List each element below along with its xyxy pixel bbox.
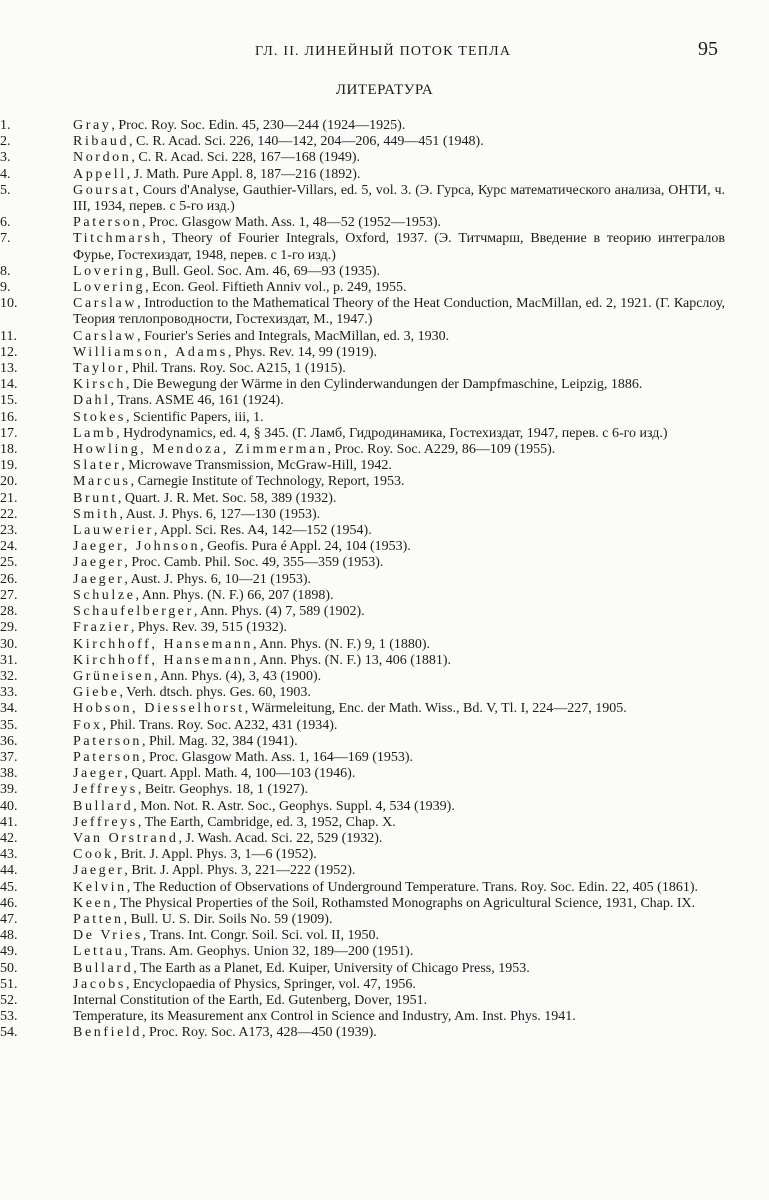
reference-item (0, 458, 769, 474)
reference-author: Howling, Mendoza, Zimmerman (73, 442, 328, 458)
reference-author: Dahl (73, 393, 111, 409)
reference-number: 24. (0, 539, 18, 555)
reference-text: , Bull. Geol. Soc. Am. 46, 69—93 (1935). (145, 263, 381, 279)
reference-author: Lettau (73, 944, 125, 960)
reference-item (0, 993, 769, 1009)
reference-text: , Proc. Roy. Soc. A229, 86—109 (1955). (327, 442, 556, 458)
reference-author: Stokes (73, 409, 126, 425)
reference-number: 17. (0, 425, 18, 441)
reference-text: , Quart. Appl. Math. 4, 100—103 (1946). (124, 766, 356, 782)
reference-text: , Beitr. Geophys. 18, 1 (1927). (137, 782, 309, 798)
reference-author: De Vries (73, 928, 143, 944)
reference-author: Taylor (73, 361, 125, 377)
reference-text: , Encyclopaedia of Physics, Springer, vol. 47, 1956. (125, 976, 416, 992)
reference-number: 37. (0, 749, 18, 765)
reference-number: 16. (0, 409, 18, 425)
reference-item (0, 685, 769, 701)
reference-item (0, 944, 769, 960)
reference-number: 29. (0, 620, 18, 636)
reference-text: , Phil. Trans. Roy. Soc. A215, 1 (1915). (124, 361, 346, 377)
reference-number: 19. (0, 458, 18, 474)
reference-item (0, 167, 769, 183)
reference-text: , Proc. Roy. Soc. A173, 428—450 (1939). (142, 1025, 377, 1041)
reference-number: 28. (0, 604, 18, 620)
reference-text: , Theory of Fourier Integrals, Oxford, 1937. (Э. Титчмарш, Введение в теорию интегралов Фурье, Гостехиздат, 1948, перев. с 1-го изд.) (73, 231, 725, 263)
reference-text: , Aust. J. Phys. 6, 127—130 (1953). (119, 506, 321, 522)
reference-item (0, 474, 769, 490)
reference-item (0, 393, 769, 409)
reference-number: 26. (0, 571, 18, 587)
reference-text: , The Physical Properties of the Soil, Rothamsted Monographs on Agricultural Science, 1931, Chap. IX. (112, 895, 696, 911)
reference-item (0, 1009, 769, 1025)
reference-number: 34. (0, 701, 18, 717)
reference-text: , Aust. J. Phys. 6, 10—21 (1953). (124, 571, 312, 587)
reference-item (0, 329, 769, 345)
reference-text: , Cours d'Analyse, Gauthier-Villars, ed. 5, vol. 3. (Э. Гурса, Курс математического анализа, ОНТИ, ч. III, 1934, перев. с 5-го изд.) (73, 182, 725, 215)
reference-text: , Phys. Rev. 39, 515 (1932). (130, 620, 288, 636)
reference-item (0, 183, 769, 215)
reference-number: 31. (0, 652, 18, 668)
reference-text: , C. R. Acad. Sci. 226, 140—142, 204—206, 449—451 (1948). (129, 134, 484, 150)
reference-text: , Fourier's Series and Integrals, MacMillan, ed. 3, 1930. (137, 328, 450, 344)
reference-number: 11. (0, 328, 17, 344)
reference-author: Ribaud (73, 134, 130, 150)
reference-number: 6. (0, 215, 11, 231)
reference-number: 40. (0, 798, 18, 814)
reference-text: , Proc. Roy. Soc. Edin. 45, 230—244 (1924—1925). (111, 118, 406, 133)
reference-item (0, 977, 769, 993)
reference-item (0, 264, 769, 280)
reference-text: , J. Math. Pure Appl. 8, 187—216 (1892). (126, 166, 361, 182)
reference-text: , Die Bewegung der Wärme in den Cylinderwandungen der Dampfmaschine, Leipzig, 1886. (125, 377, 643, 393)
reference-text: , Trans. Am. Geophys. Union 32, 189—200 (1951). (124, 944, 414, 960)
reference-item (0, 815, 769, 831)
reference-author: Goursat (73, 182, 136, 198)
reference-number: 33. (0, 685, 18, 701)
reference-text: , Introduction to the Mathematical Theory of the Heat Conduction, MacMillan, ed. 2, 1921. (Г. Карслоу, Теория теплопроводности, Гостехиздат, М., 1947.) (73, 296, 725, 328)
reference-author: Van Orstrand (73, 830, 179, 846)
reference-number: 7. (0, 231, 11, 247)
reference-text: , Quart. J. R. Met. Soc. 58, 389 (1932). (117, 490, 337, 506)
reference-number: 18. (0, 442, 18, 458)
reference-item (0, 215, 769, 231)
reference-author: Bullard (73, 960, 134, 976)
reference-number: 39. (0, 782, 18, 798)
reference-author: Lauwerier (73, 523, 154, 539)
reference-text: , The Earth as a Planet, Ed. Kuiper, University of Chicago Press, 1953. (133, 960, 530, 976)
reference-text: , C. R. Acad. Sci. 228, 167—168 (1949). (131, 150, 361, 166)
reference-number: 46. (0, 895, 18, 911)
reference-author: Paterson (73, 733, 143, 749)
reference-number: 10. (0, 296, 18, 312)
reference-number: 42. (0, 830, 18, 846)
reference-author: Kirchhoff, Hansemann (73, 652, 254, 668)
reference-item (0, 507, 769, 523)
reference-item (0, 150, 769, 166)
reference-item (0, 961, 769, 977)
reference-author: Williamson, Adams (73, 344, 228, 360)
reference-text: , Bull. U. S. Dir. Soils No. 59 (1909). (123, 911, 333, 927)
reference-item (0, 831, 769, 847)
reference-item (0, 377, 769, 393)
reference-item (0, 604, 769, 620)
reference-item (0, 912, 769, 928)
reference-number: 14. (0, 377, 18, 393)
reference-author: Paterson (73, 215, 143, 231)
reference-item (0, 361, 769, 377)
reference-number: 47. (0, 911, 18, 927)
reference-text: , Econ. Geol. Fiftieth Anniv vol., p. 249, 1955. (145, 280, 407, 296)
reference-text: , Proc. Glasgow Math. Ass. 1, 48—52 (1952—1953). (142, 215, 442, 231)
reference-author: Jaeger (73, 766, 125, 782)
reference-item (0, 572, 769, 588)
reference-author: Lamb (73, 425, 117, 441)
reference-number: 12. (0, 344, 18, 360)
reference-number: 30. (0, 636, 18, 652)
reference-item (0, 847, 769, 863)
reference-number: 25. (0, 555, 18, 571)
reference-author: Schaufelberger (73, 604, 194, 620)
reference-item (0, 750, 769, 766)
reference-item (0, 523, 769, 539)
reference-text: , Scientific Papers, iii, 1. (125, 409, 264, 425)
reference-number: 8. (0, 263, 11, 279)
reference-author: Keen (73, 895, 113, 911)
reference-number: 2. (0, 134, 11, 150)
reference-author: Fox (73, 717, 103, 733)
reference-number: 35. (0, 717, 18, 733)
reference-author: Grüneisen (73, 668, 154, 684)
section-title: ЛИТЕРАТУРА (335, 82, 434, 98)
reference-author: Cook (73, 847, 114, 863)
reference-item (0, 134, 769, 150)
reference-author: Jeffreys (73, 814, 138, 830)
reference-number: 54. (0, 1025, 18, 1041)
reference-number: 27. (0, 587, 18, 603)
reference-author: Gray (73, 118, 112, 133)
reference-item (0, 426, 769, 442)
reference-text: , Geofis. Pura é Appl. 24, 104 (1953). (200, 539, 411, 555)
page-number: 95 (698, 38, 718, 60)
reference-number: 44. (0, 863, 18, 879)
reference-author: Benfield (73, 1025, 143, 1041)
reference-number: 13. (0, 361, 18, 377)
reference-number: 43. (0, 847, 18, 863)
reference-item (0, 782, 769, 798)
reference-number: 41. (0, 814, 18, 830)
reference-item (0, 928, 769, 944)
reference-author: Jaeger (73, 863, 125, 879)
reference-author: Carslaw (73, 328, 138, 344)
reference-author: Titchmarsh (73, 231, 163, 247)
reference-text: , Ann. Phys. (4) 7, 589 (1902). (193, 604, 365, 620)
reference-item (0, 296, 769, 328)
reference-author: Paterson (73, 749, 143, 765)
reference-author: Kirsch (73, 377, 126, 393)
reference-text: , The Reduction of Observations of Underground Temperature. Trans. Roy. Soc. Edin. 22, 405 (1861). (126, 879, 698, 895)
reference-number: 3. (0, 150, 11, 166)
reference-number: 23. (0, 523, 18, 539)
reference-item (0, 588, 769, 604)
reference-number: 15. (0, 393, 18, 409)
reference-text: , Ann. Phys. (4), 3, 43 (1900). (153, 668, 322, 684)
reference-author: Appell (73, 166, 127, 182)
reference-text: , Appl. Sci. Res. A4, 142—152 (1954). (153, 523, 372, 539)
reference-item (0, 231, 769, 263)
reference-number: 21. (0, 490, 18, 506)
reference-item (0, 669, 769, 685)
reference-item (0, 555, 769, 571)
reference-number: 32. (0, 668, 18, 684)
reference-author: Lovering (73, 263, 146, 279)
reference-text: , Phil. Mag. 32, 384 (1941). (142, 733, 298, 749)
reference-author: Slater (73, 458, 122, 474)
reference-number: 52. (0, 992, 18, 1008)
reference-text: , Ann. Phys. (N. F.) 13, 406 (1881). (253, 652, 452, 668)
running-title: ГЛ. II. ЛИНЕЙНЫЙ ПОТОК ТЕПЛА (255, 44, 512, 59)
reference-number: 4. (0, 166, 11, 182)
reference-number: 22. (0, 506, 18, 522)
reference-number: 50. (0, 960, 18, 976)
reference-author: Smith (73, 506, 120, 522)
reference-text: , Wärmeleitung, Enc. der Math. Wiss., Bd. V, Tl. I, 224—227, 1905. (244, 701, 627, 717)
reference-item (0, 1025, 769, 1041)
reference-item (0, 734, 769, 750)
reference-item (0, 637, 769, 653)
reference-item (0, 442, 769, 458)
reference-item (0, 718, 769, 734)
reference-author: Kirchhoff, Hansemann (73, 636, 254, 652)
reference-text: , Brit. J. Appl. Phys. 3, 1—6 (1952). (113, 847, 317, 863)
reference-text: , Phys. Rev. 14, 99 (1919). (227, 344, 378, 360)
reference-text: , Phil. Trans. Roy. Soc. A232, 431 (1934). (102, 717, 338, 733)
reference-author: Carslaw (73, 296, 138, 312)
reference-author: Jacobs (73, 976, 126, 992)
reference-number: 36. (0, 733, 18, 749)
reference-text: , Carnegie Institute of Technology, Report, 1953. (130, 474, 405, 490)
reference-item (0, 491, 769, 507)
reference-number: 51. (0, 976, 18, 992)
reference-author: Marcus (73, 474, 131, 490)
reference-text: , Ann. Phys. (N. F.) 9, 1 (1880). (253, 636, 431, 652)
reference-item (0, 118, 769, 134)
reference-number: 1. (0, 118, 11, 133)
reference-item (0, 799, 769, 815)
reference-text: , Hydrodynamics, ed. 4, § 345. (Г. Ламб, Гидродинамика, Гостехиздат, 1947, перев. с 6-го изд.) (116, 425, 668, 441)
reference-item (0, 539, 769, 555)
reference-text: , Proc. Camb. Phil. Soc. 49, 355—359 (1953). (124, 555, 384, 571)
reference-author: Jaeger (73, 571, 125, 587)
reference-author: Kelvin (73, 879, 127, 895)
reference-author: Jeffreys (73, 782, 138, 798)
reference-number: 48. (0, 928, 18, 944)
reference-item (0, 701, 769, 717)
reference-text: , The Earth, Cambridge, ed. 3, 1952, Chap. X. (137, 814, 396, 830)
reference-number: 49. (0, 944, 18, 960)
reference-text: , Mon. Not. R. Astr. Soc., Geophys. Suppl. 4, 534 (1939). (133, 798, 455, 814)
reference-list (0, 118, 769, 1042)
reference-number: 5. (0, 182, 11, 198)
reference-author: Jaeger (73, 555, 125, 571)
reference-text: , Trans. ASME 46, 161 (1924). (110, 393, 284, 409)
reference-item (0, 620, 769, 636)
reference-author: Bullard (73, 798, 134, 814)
reference-item (0, 766, 769, 782)
reference-number: 20. (0, 474, 18, 490)
reference-number: 38. (0, 766, 18, 782)
reference-author: Lovering (73, 280, 146, 296)
reference-text: , Brit. J. Appl. Phys. 3, 221—222 (1952). (124, 863, 356, 879)
reference-text: Temperature, its Measurement anx Control in Science and Industry, Am. Inst. Phys. 1941. (73, 1009, 576, 1025)
reference-author: Brunt (73, 490, 118, 506)
reference-item (0, 410, 769, 426)
reference-text: , Microwave Transmission, McGraw-Hill, 1942. (121, 458, 392, 474)
reference-author: Jaeger, Johnson (73, 539, 201, 555)
reference-author: Schulze (73, 587, 136, 603)
reference-author: Hobson, Diesselhorst (73, 701, 245, 717)
reference-text: , Verh. dtsch. phys. Ges. 60, 1903. (119, 685, 311, 701)
reference-text: Internal Constitution of the Earth, Ed. Gutenberg, Dover, 1951. (73, 992, 428, 1008)
reference-item (0, 653, 769, 669)
reference-item (0, 280, 769, 296)
reference-text: , Ann. Phys. (N. F.) 66, 207 (1898). (135, 587, 334, 603)
reference-text: , Trans. Int. Congr. Soil. Sci. vol. II, 1950. (142, 928, 379, 944)
reference-number: 53. (0, 1009, 18, 1025)
reference-author: Patten (73, 911, 124, 927)
reference-number: 45. (0, 879, 18, 895)
reference-item (0, 880, 769, 896)
reference-number: 9. (0, 280, 11, 296)
reference-text: , Proc. Glasgow Math. Ass. 1, 164—169 (1953). (142, 749, 414, 765)
reference-item (0, 863, 769, 879)
reference-item (0, 345, 769, 361)
reference-author: Nordon (73, 150, 132, 166)
reference-author: Frazier (73, 620, 131, 636)
reference-item (0, 896, 769, 912)
reference-text: , J. Wash. Acad. Sci. 22, 529 (1932). (178, 830, 383, 846)
reference-author: Giebe (73, 685, 120, 701)
